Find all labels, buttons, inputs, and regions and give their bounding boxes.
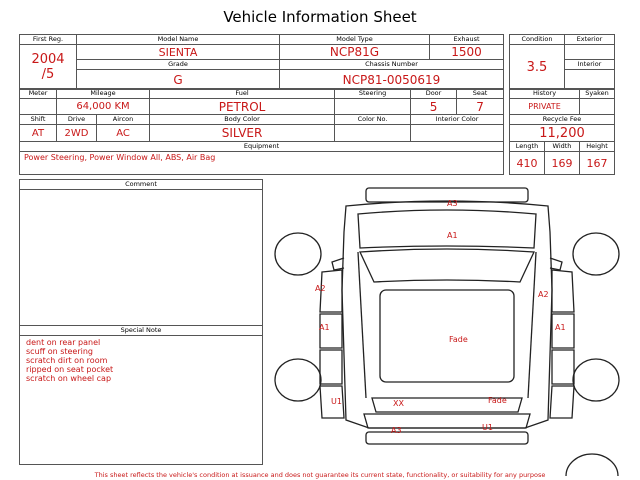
damage-roof: Fade <box>449 335 468 344</box>
width-value: 169 <box>545 152 580 175</box>
length-label: Length <box>510 142 545 152</box>
damage-hood: A1 <box>447 231 458 240</box>
damage-left-rear: U1 <box>331 397 342 406</box>
steering-label: Steering <box>335 89 411 99</box>
damage-tailgate-left: XX <box>393 399 404 408</box>
roof <box>380 290 514 382</box>
hood <box>358 210 536 248</box>
door-label: Door <box>411 89 457 99</box>
windshield <box>360 249 534 282</box>
syaken-label: Syaken <box>580 89 615 99</box>
body-color-label: Body Color <box>150 115 335 125</box>
drive-label: Drive <box>57 115 97 125</box>
interior-label: Interior <box>565 60 615 70</box>
damage-left-fender: A2 <box>315 284 326 293</box>
damage-front-bumper: A3 <box>447 199 458 208</box>
shift-label: Shift <box>20 115 57 125</box>
left-mirror <box>332 258 344 270</box>
chassis-number-value: NCP81-0050619 <box>280 70 504 90</box>
special-note-item: ripped on seat pocket <box>26 365 114 374</box>
grade-value: G <box>77 70 280 90</box>
right-fender <box>552 270 574 312</box>
damage-left-door: A1 <box>319 323 330 332</box>
special-note-item: dent on rear panel <box>26 338 101 347</box>
recycle-fee-label: Recycle Fee <box>510 115 615 125</box>
model-name-label: Model Name <box>77 35 280 45</box>
model-type-value: NCP81G <box>280 45 430 60</box>
model-type-label: Model Type <box>280 35 430 45</box>
model-name-value: SIENTA <box>77 45 280 60</box>
recycle-fee-value: 11,200 <box>510 125 615 142</box>
right-side-line <box>528 252 536 398</box>
equipment-label: Equipment <box>20 142 504 152</box>
exterior-label: Exterior <box>565 35 615 45</box>
first-reg-label: First Reg. <box>20 35 77 45</box>
mileage-value: 64,000 KM <box>57 99 150 115</box>
mileage-label: Mileage <box>57 89 150 99</box>
first-reg-year: 2004 <box>31 52 65 67</box>
right-quarter <box>550 386 574 418</box>
damage-rear-right: U1 <box>482 423 493 432</box>
condition-label: Condition <box>510 35 565 45</box>
history-label: History <box>510 89 580 99</box>
damage-right-door: A1 <box>555 323 566 332</box>
right-rear-door <box>552 350 574 384</box>
equipment-value: Power Steering, Power Window All, ABS, Air Bag <box>20 152 504 175</box>
grade-label: Grade <box>77 60 280 70</box>
body-color-value: SILVER <box>150 125 335 142</box>
length-value: 410 <box>510 152 545 175</box>
door-value: 5 <box>411 99 457 115</box>
height-value: 167 <box>580 152 615 175</box>
exhaust-label: Exhaust <box>430 35 504 45</box>
aircon-label: Aircon <box>97 115 150 125</box>
meter-label: Meter <box>20 89 57 99</box>
fuel-value: PETROL <box>150 99 335 115</box>
interior-color-label: Interior Color <box>411 115 504 125</box>
left-side-line <box>358 252 366 398</box>
damage-tailgate-right: Fade <box>488 396 507 405</box>
first-reg-month: /5 <box>41 67 55 82</box>
left-rear-door <box>320 350 342 384</box>
height-label: Height <box>580 142 615 152</box>
chassis-number-label: Chassis Number <box>280 60 504 70</box>
drive-value: 2WD <box>57 125 97 142</box>
rear-left-wheel <box>275 359 321 401</box>
color-no-label: Color No. <box>335 115 411 125</box>
special-note-label: Special Note <box>20 326 262 336</box>
tailgate <box>364 414 530 428</box>
damage-rear-bumper: A3 <box>391 426 402 435</box>
width-label: Width <box>545 142 580 152</box>
page-title: Vehicle Information Sheet <box>223 8 417 26</box>
damage-right-fender: A2 <box>538 290 549 299</box>
history-value: PRIVATE <box>510 99 580 115</box>
special-note-item: scratch on wheel cap <box>26 374 112 383</box>
front-right-wheel <box>573 233 619 275</box>
aircon-value: AC <box>97 125 150 142</box>
disclaimer-footer: This sheet reflects the vehicle's condition at issuance and does not guarantee its current state, functionality, or suitability for any purpose <box>94 471 546 479</box>
seat-label: Seat <box>457 89 504 99</box>
special-note-item: scuff on steering <box>26 347 94 356</box>
right-mirror <box>550 258 562 270</box>
exhaust-value: 1500 <box>430 45 504 60</box>
rear-right-wheel <box>573 359 619 401</box>
front-left-wheel <box>275 233 321 275</box>
shift-value: AT <box>20 125 57 142</box>
special-note-item: scratch dirt on room <box>26 356 108 365</box>
comment-label: Comment <box>20 180 262 190</box>
condition-value: 3.5 <box>510 45 565 90</box>
seat-value: 7 <box>457 99 504 115</box>
fuel-label: Fuel <box>150 89 335 99</box>
